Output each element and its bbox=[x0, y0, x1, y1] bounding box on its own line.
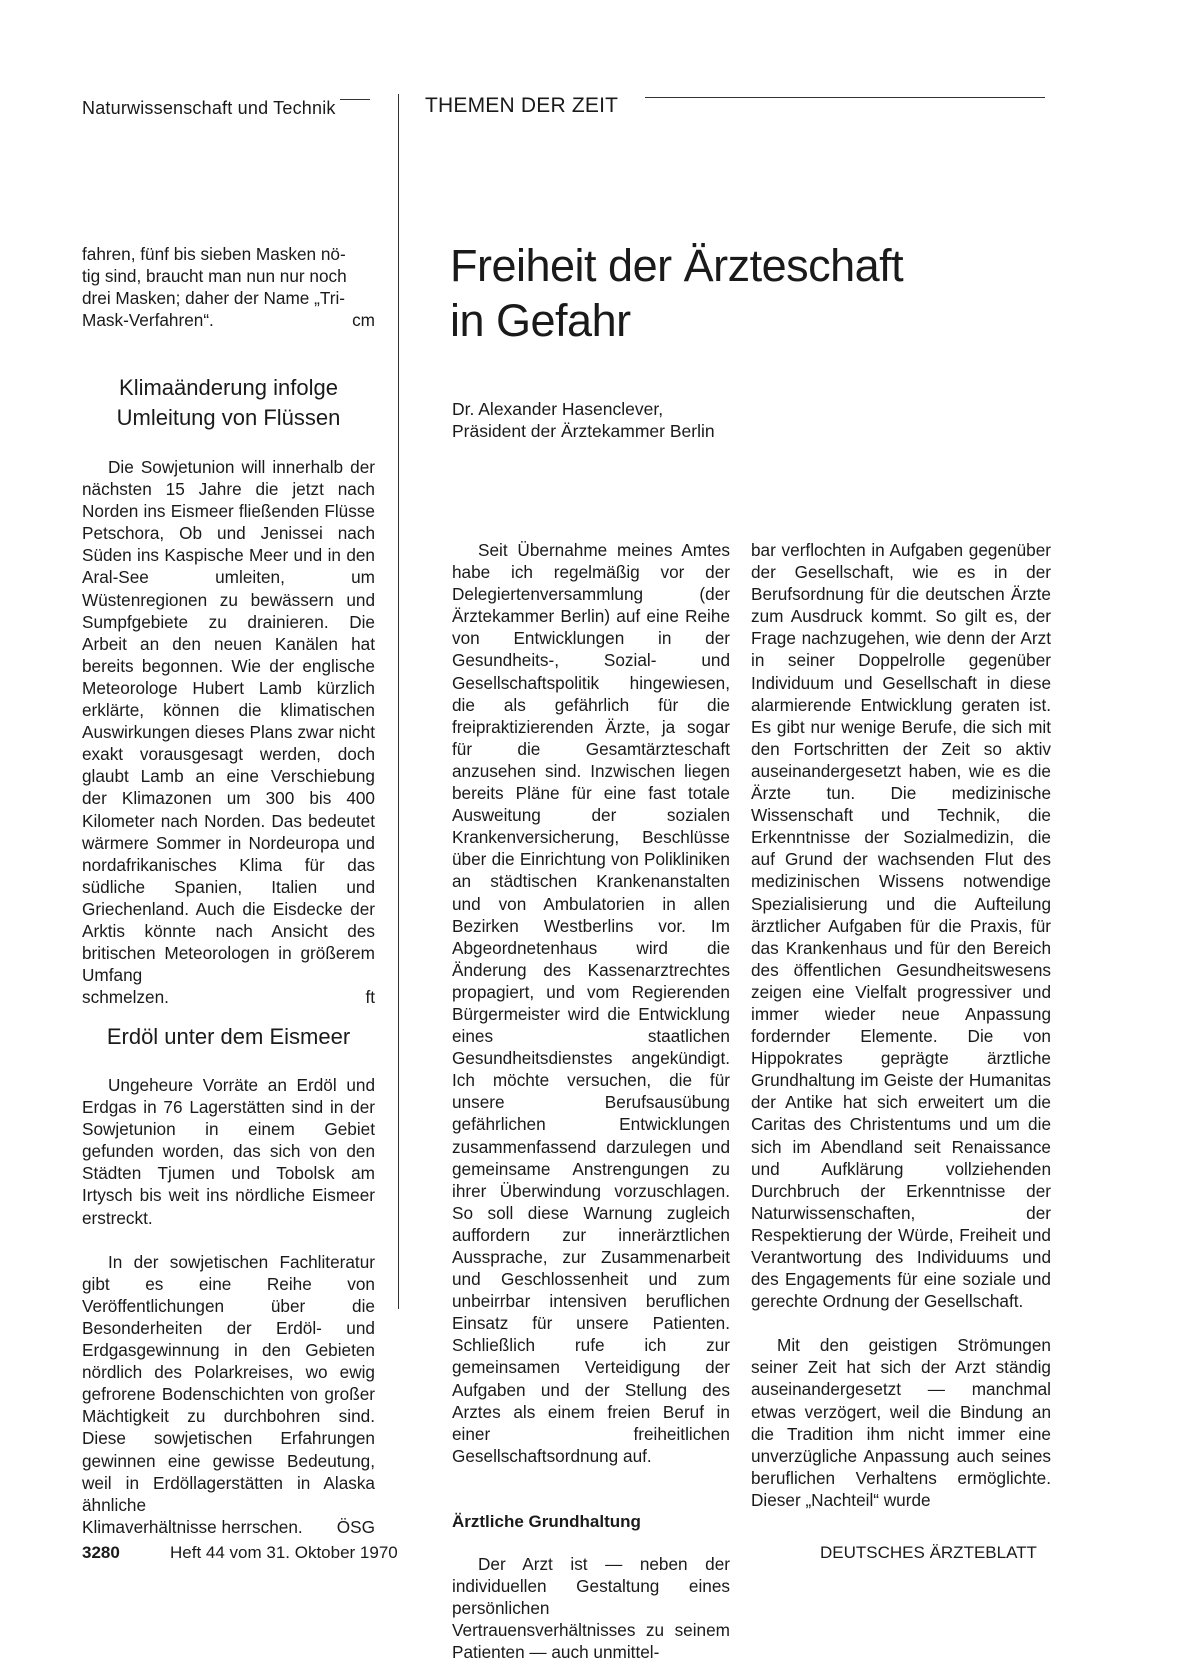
header-rule-right bbox=[645, 97, 1045, 98]
journal-name: DEUTSCHES ÄRZTEBLATT bbox=[820, 1543, 1037, 1562]
section-label-right: THEMEN DER ZEIT bbox=[425, 94, 619, 117]
article-body-klima: Die Sowjetunion will innerhalb der nächsten 15 Jahre die jetzt nach Norden ins Eismeer fließenden Flüsse Petschora, Ob und Jenissei nach Süden ins Kaspische Meer und in den Aral-See umleiten, um Wüstenregionen zu bewässern und Sumpfgebiete zu drainieren. Die Arbeit an den neuen Kanälen hat bereits begonnen. Wie der englische Meteorologe Hubert Lamb kürzlich erklärte, können die klimatischen Auswirkungen dieses Plans zwar nicht exakt vorausgesagt werden, doch glaubt Lamb an eine Verschiebung der Klimazonen um 300 bis 400 Kilometer nach Norden. Das bedeutet wärmere Sommer in Nordeuropa und nordafrikanisches Klima für das südliche Spanien, Italien und Griechenland. Auch die Eisdecke der Arktis könnte nach Ansicht des britischen Meteorologen in größerem Umfang schmelzen. ft bbox=[82, 457, 375, 1008]
page-number: 3280 bbox=[82, 1543, 120, 1562]
article-heading-klima: Klimaänderung infolge Umleitung von Flüssen bbox=[116, 375, 341, 430]
header-rule-left bbox=[340, 99, 370, 100]
author-initials: cm bbox=[352, 310, 375, 331]
continuation-text: fahren, fünf bis sieben Masken nö- tig sind, braucht man nun nur noch drei Masken; daher der Name „Tri- Mask-Verfahren“. cm bbox=[82, 244, 375, 331]
article-body-erdoel: Ungeheure Vorräte an Erdöl und Erdgas in 76 Lagerstätten sind in der Sowjetunion in einem Gebiet gefunden worden, das sich von den Städten Tjumen und Tobolsk am Irtysch bis weit ins nördliche Eismeer erstreckt. In der sowjetischen Fachliteratur gibt es eine Reihe von Veröffentlichungen über die Besonderheiten der Erdöl- und Erdgasgewinnung in den Gebieten nördlich des Polarkreises, wo ewig gefrorene Bodenschichten von großer Mächtigkeit zu durchbohren sind. Diese sowjetischen Erfahrungen gewinnen eine gewisse Bedeutung, weil in Erdöllagerstätten in Alaska ähnliche Klimaverhältnisse herrschen. ÖSG bbox=[82, 1075, 375, 1537]
section-label-left: Naturwissenschaft und Technik bbox=[82, 98, 336, 118]
author-initials: ÖSG bbox=[336, 1516, 375, 1537]
issue-date: Heft 44 vom 31. Oktober 1970 bbox=[170, 1543, 398, 1562]
article-heading-erdoel: Erdöl unter dem Eismeer bbox=[106, 1024, 351, 1049]
column-divider bbox=[398, 94, 399, 1309]
subheading: Ärztliche Grundhaltung bbox=[452, 1511, 641, 1531]
main-column-1: Seit Übernahme meines Amtes habe ich regelmäßig vor der Delegiertenversammlung (der Ärztekammer Berlin) auf eine Reihe von Entwicklungen in der Gesundheits-, Sozial- und Gesellschaftspolitik hingewiesen, die als gefährlich für die freipraktizierenden Ärzte, ja sogar für die Gesamtärzteschaft anzusehen sind. Inzwischen liegen bereits Pläne für eine fast totale Ausweitung der sozialen Krankenversicherung, Beschlüsse über die Einrichtung von Polikliniken an städtischen Krankenanstalten und von Ambulatorien in allen Bezirken Westberlins vor. Im Abgeordnetenhaus wird die Änderung des Kassenarztrechtes propagiert, und vom Regierenden Bürgermeister wird die Entwicklung eines staatlichen Gesundheitsdienstes angekündigt. Ich möchte versuchen, die für unsere Berufsausübung gefährlichen Entwicklungen zusammenfassend darzulegen und gemeinsame Anstrengungen zu ihrer Überwindung vorzuschlagen. So soll diese Warnung zugleich auffordern zur innerärztlichen Aussprache, zur Zusammenarbeit und Geschlossenheit und zum unbeirrbar intensiven beruflichen Einsatz für unsere Patienten. Schließlich rufe ich zur gemeinsamen Verteidigung der Aufgaben und der Stellung des Arztes als einem freien Beruf in einer freiheitlichen Gesellschaftsordnung auf. Ärztliche Grundhaltung Der Arzt ist — neben der individuellen Gestaltung eines persönlichen Vertrauensverhältnisses zu seinem Patienten — auch unmittel- bbox=[452, 540, 730, 1663]
author-initials: ft bbox=[365, 987, 375, 1008]
article-title: Freiheit der Ärzteschaft in Gefahr bbox=[450, 240, 904, 346]
author-byline: Dr. Alexander Hasenclever, Präsident der Ärztekammer Berlin bbox=[452, 399, 715, 441]
main-column-2: bar verflochten in Aufgaben gegenüber der Gesellschaft, wie es in der Berufsordnung für die deutschen Ärzte zum Ausdruck kommt. So gilt es, der Frage nachzugehen, wie denn der Arzt in seiner Doppelrolle gegenüber Individuum und Gesellschaft in diese alarmierende Entwicklung geraten ist. Es gibt nur wenige Berufe, die sich mit den Fortschritten der Zeit so aktiv auseinandergesetzt haben, wie es die Ärzte tun. Die medizinische Wissenschaft und Technik, die Erkenntnisse der Sozialmedizin, die auf Grund der wachsenden Flut des medizinischen Wissens notwendige Spezialisierung und die Aufteilung ärztlicher Aufgaben für die Praxis, für das Krankenhaus und für den Bereich des öffentlichen Gesundheitswesens zeigen eine Vielfalt progressiver und immer wieder neue Anpassung fordernder Elemente. Die von Hippokrates geprägte ärztliche Grundhaltung im Geiste der Humanitas der Antike hat sich erweitert um die Caritas des Christentums und um die sich im Abendland seit Renaissance und Aufklärung vollziehenden Durchbruch der Erkenntnisse der Naturwissenschaften, der Respektierung der Würde, Freiheit und Verantwortung des Individuums und des Engagements für eine soziale und gerechte Ordnung der Gesellschaft. Mit den geistigen Strömungen seiner Zeit hat sich der Arzt ständig auseinandergesetzt — manchmal etwas verzögert, weil die Bindung an die Tradition ihm nicht immer eine unverzügliche Anpassung auch seines beruflichen Verhaltens ermöglichte. Dieser „Nachteil“ wurde bbox=[751, 540, 1051, 1510]
